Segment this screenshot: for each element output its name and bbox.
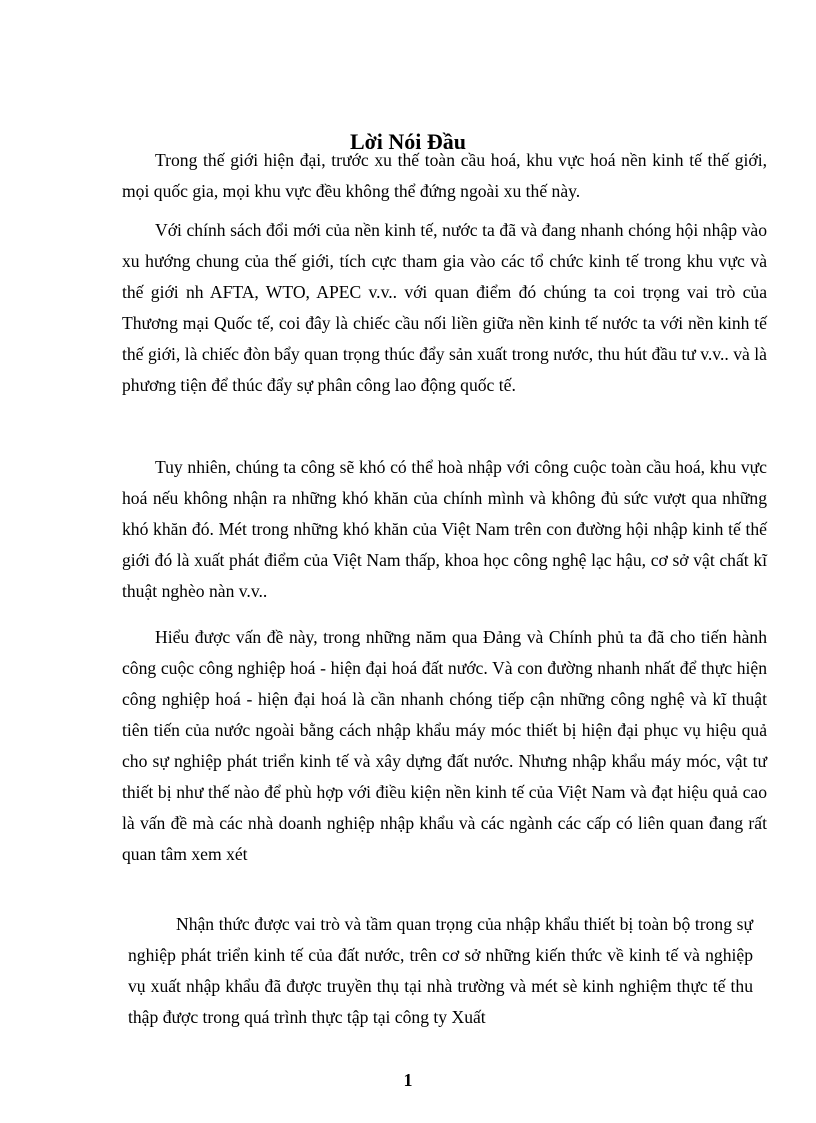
- paragraph-awareness: Nhận thức được vai trò và tầm quan trọng của nhập khẩu thiết bị toàn bộ trong sự nghiệp phát triển kinh tế của đất nước, trên cơ sở những kiến thức về kinh tế và nghiệp vụ xuất nhập khẩu đã được truyền thụ tại nhà trường và mét sè kinh nghiệm thực tế thu thập được trong quá trình thực tập tại công ty Xuất: [128, 914, 753, 1027]
- paragraph-difficulties: Tuy nhiên, chúng ta công sẽ khó có thể hoà nhập với công cuộc toàn cầu hoá, khu vực hoá nếu không nhận ra những khó khăn của chính mình và không đủ sức vượt qua những khó khăn đó. Mét trong những khó khăn của Việt Nam trên con đường hội nhập kinh tế thế giới đó là xuất phát điểm của Việt Nam thấp, khoa học công nghệ lạc hậu, cơ sở vật chất kĩ thuật nghèo nàn v.v..: [122, 457, 767, 601]
- paragraph-intro: Trong thế giới hiện đại, trước xu thế toàn cầu hoá, khu vực hoá nền kinh tế thế giới, mọi quốc gia, mọi khu vực đều không thể đứng ngoài xu thế này.: [122, 150, 767, 201]
- page-title: Lời Nói Đầu: [349, 128, 467, 154]
- page-number: 1: [403, 1070, 413, 1090]
- paragraph-industrialization: Hiểu được vấn đề này, trong những năm qua Đảng và Chính phủ ta đã cho tiến hành công cuộc công nghiệp hoá - hiện đại hoá đất nước. Và con đường nhanh nhất để thực hiện công nghiệp hoá - hiện đại hoá là cần nhanh chóng tiếp cận những công nghệ và kĩ thuật tiên tiến của nước ngoài bằng cách nhập khẩu máy móc thiết bị hiện đại phục vụ hiệu quả cho sự nghiệp phát triển kinh tế và xây dựng đất nước. Nhưng nhập khẩu máy móc, vật tư thiết bị như thế nào để phù hợp với điều kiện nền kinh tế của Việt Nam và đạt hiệu quả cao là vấn đề mà các nhà doanh nghiệp nhập khẩu và các ngành các cấp có liên quan đang rất quan tâm xem xét: [122, 627, 767, 864]
- paragraph-economic-policy: Với chính sách đổi mới của nền kinh tế, nước ta đã và đang nhanh chóng hội nhập vào xu hướng chung của thế giới, tích cực tham gia vào các tổ chức kinh tế trong khu vực và thế giới nh AFTA, WTO, APEC v.v.. với quan điểm đó chúng ta coi trọng vai trò của Thương mại Quốc tế, coi đây là chiếc cầu nối liền giữa nền kinh tế nước ta với nền kinh tế thế giới, là chiếc đòn bẩy quan trọng thúc đẩy sản xuất trong nước, thu hút đầu tư v.v.. và là phương tiện để thúc đẩy sự phân công lao động quốc tế.: [122, 220, 767, 395]
